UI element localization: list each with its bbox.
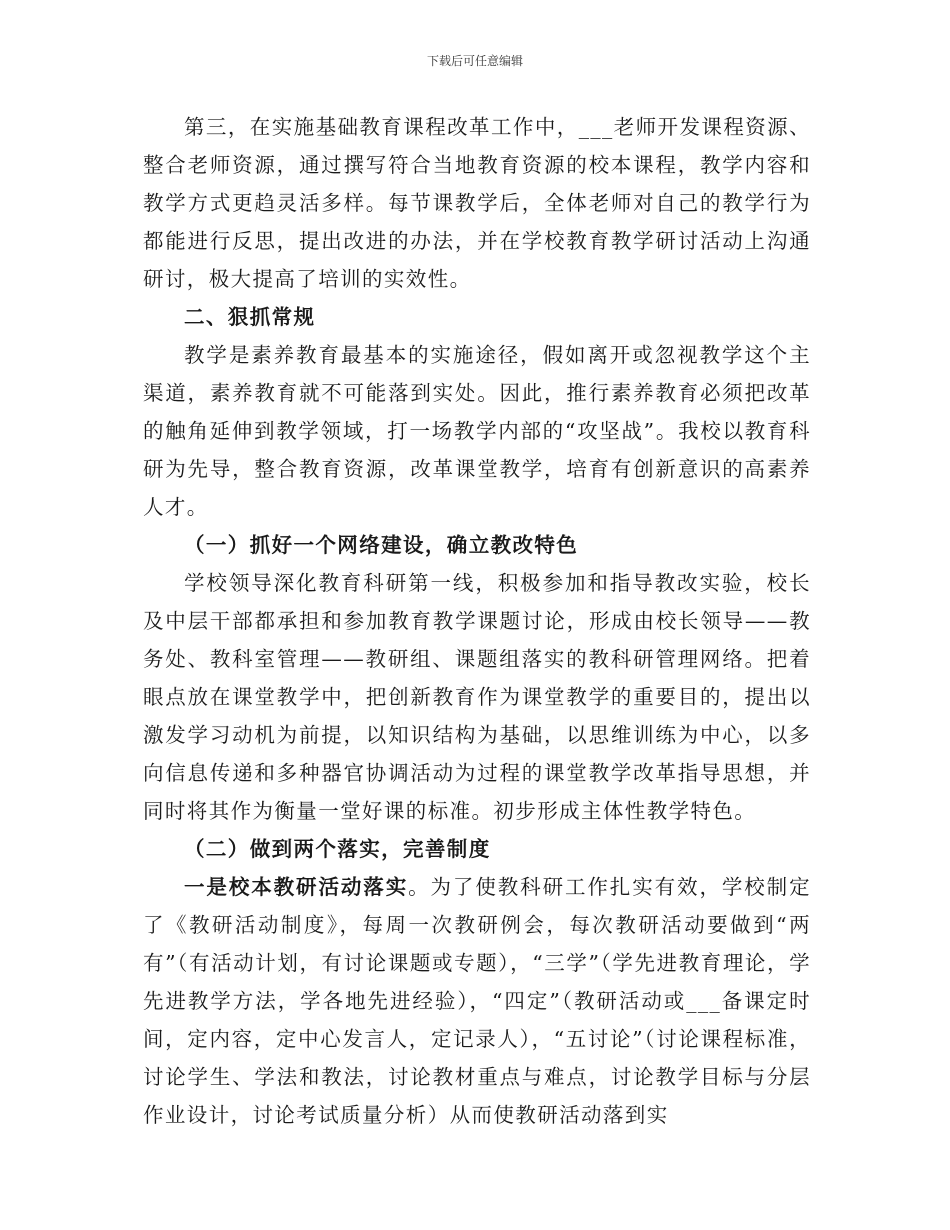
- subheading-network: （一）抓好一个网络建设，确立教改特色: [184, 533, 579, 557]
- header-note: 下载后可任意编辑: [426, 54, 523, 68]
- lead-phrase: 一是校本教研活动落实: [184, 875, 409, 899]
- paragraph-network: 学校领导深化教育科研第一线，积极参加和指导教改实验，校长及中层干部都承担和参加教育教学课题讨论，形成由校长领导——教务处、教科室管理——教研组、课题组落实的教科研管理网络。把着眼点放在课堂教学中，把创新教育作为课堂教学的重要目的，提出以激发学习动机为前提，以知识结构为基础，以思维训练为中心，以多向信息传递和多种器官协调活动为过程的课堂教学改革指导思想，并同时将其作为衡量一堂好课的标准。初步形成主体性教学特色。: [143, 571, 811, 823]
- paragraph-third-point: 第三，在实施基础教育课程改革工作中，___老师开发课程资源、整合老师资源，通过撰写符合当地教育资源的校本课程，教学内容和教学方式更趋灵活多样。每节课教学后，全体老师对自己的教学行为都能进行反思，提出改进的办法，并在学校教育教学研讨活动上沟通研讨，极大提高了培训的实效性。: [143, 115, 811, 291]
- paragraph-school-research: [143, 868, 811, 1134]
- subheading-two-implementations: （二）做到两个落实，完善制度: [184, 837, 491, 861]
- paragraph-continuation: 。为了使教科研工作扎实有效，学校制定了《教研活动制度》，每周一次教研例会，每次教研活动要做到“两有”（有活动计划，有讨论课题或专题），“三学”（学先进教育理论，学先进教学方法，学各地先进经验），“四定”（教研活动或___备课定时间，定内容，定中心发言人，定记录人），“五讨论”（讨论课程标准，讨论学生、学法和教法，讨论教材重点与难点，讨论教学目标与分层作业设计，讨论考试质量分析）从而使教研活动落到实: [143, 875, 811, 1127]
- section-heading-2: 二、狠抓常规: [184, 305, 316, 329]
- paragraph-teaching: 教学是素养教育最基本的实施途径，假如离开或忽视教学这个主渠道，素养教育就不可能落到实处。因此，推行素养教育必须把改革的触角延伸到教学领域，打一场教学内部的“攻坚战”。我校以教育科研为先导，整合教育资源，改革课堂教学，培育有创新意识的高素养人才。: [143, 343, 811, 519]
- document-body: [143, 108, 811, 1134]
